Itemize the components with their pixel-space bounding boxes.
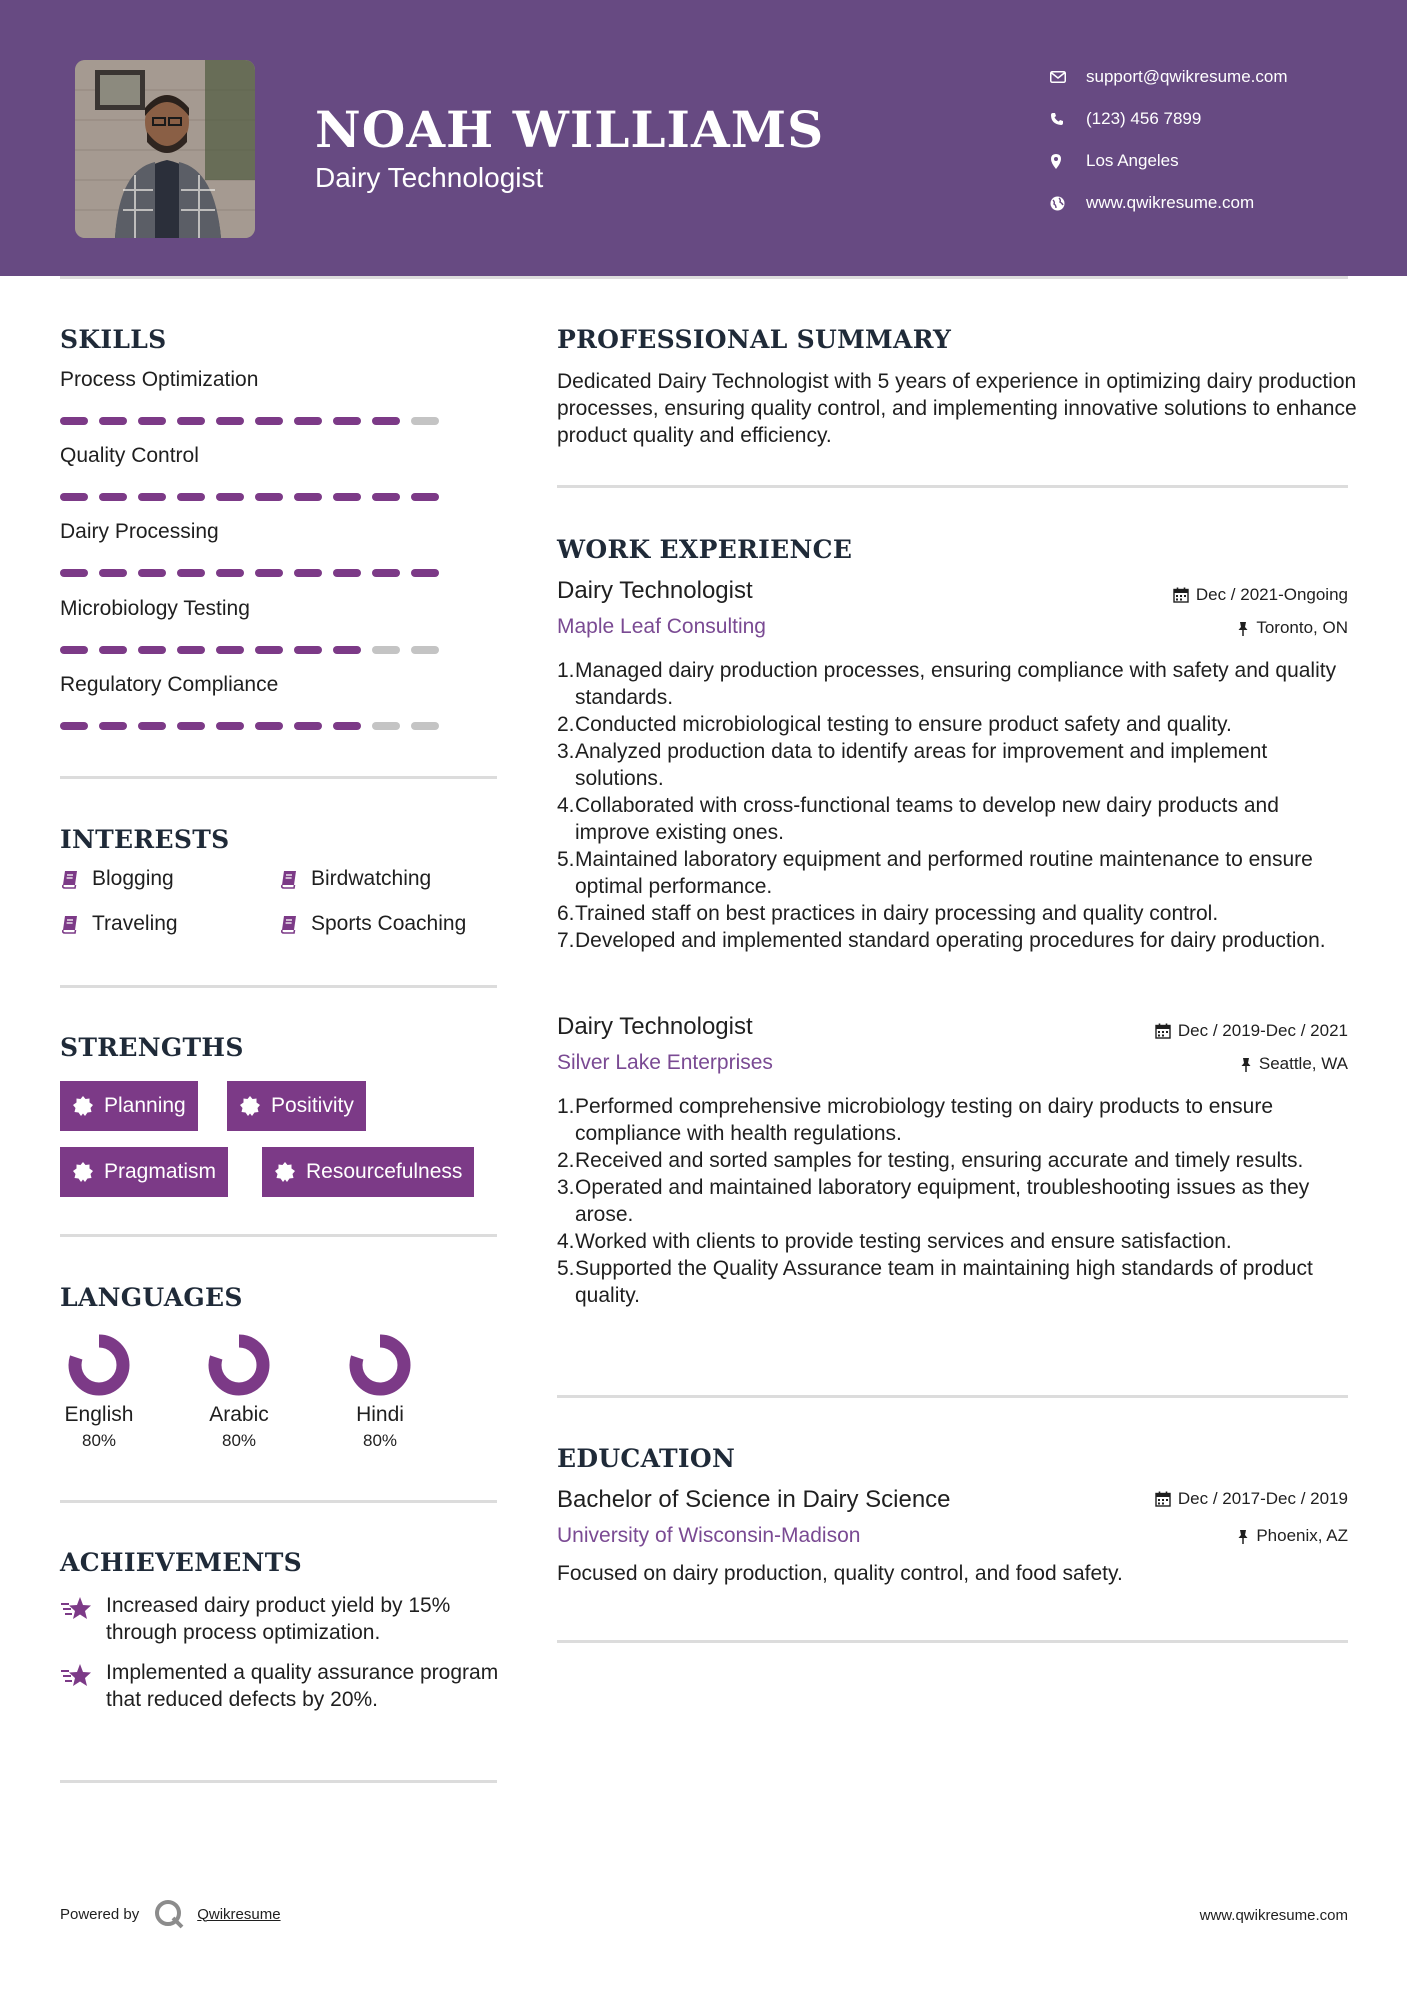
skill-level-bar [60,722,439,730]
job-dates-text: Dec / 2021-Ongoing [1195,585,1348,604]
skills-heading: SKILLS [60,325,167,354]
skills-divider [60,776,497,779]
skill-level-bar [60,417,439,425]
pushpin-icon [1240,1057,1252,1072]
duty-text: Developed and implemented standard operating procedures for dairy production. [575,929,1326,952]
interest-item [279,912,466,936]
pushpin-icon [1237,1529,1249,1544]
job-dates-text: Dec / 2019-Dec / 2021 [1177,1021,1348,1040]
star-icon [60,1596,92,1622]
skill-level-bar [60,493,439,501]
job-location-text: Toronto, ON [1256,618,1348,637]
skill-segment-filled [177,646,205,654]
skill-segment-filled [138,722,166,730]
skill-segment-filled [99,493,127,501]
skill-segment-filled [216,722,244,730]
duty-item [557,927,1357,954]
job-company: Silver Lake Enterprises [557,1051,773,1074]
achievement-text: Increased dairy product yield by 15% through process optimization. [106,1594,451,1644]
job-company: Maple Leaf Consulting [557,615,766,638]
book-icon [279,914,299,934]
envelope-icon [1050,71,1086,83]
strength-tag [60,1147,228,1197]
interest-label: Traveling [92,912,178,935]
education-location-text: Phoenix, AZ [1256,1526,1348,1545]
achievement-item [60,1659,500,1713]
education-school: University of Wisconsin-Madison [557,1524,861,1547]
skill-segment-filled [216,417,244,425]
language-progress-arc [356,1341,404,1389]
powered-by-label: Powered by [60,1905,140,1923]
job-location-text: Seattle, WA [1258,1054,1348,1073]
resume-header [0,0,1407,276]
badge-icon [274,1161,296,1183]
skill-segment-filled [294,646,322,654]
languages-heading: LANGUAGES [60,1283,243,1312]
skill-segment-filled [216,493,244,501]
job-location [1240,1054,1348,1074]
strength-tag [262,1147,474,1197]
footer-powered-by [60,1898,281,1930]
summary-text: Dedicated Dairy Technologist with 5 years of experience in optimizing dairy production processes, ensuring quality control, and implementing innovative solutions to enhance product quality and efficiency. [557,370,1357,447]
duty-text: Conducted microbiological testing to ensure product safety and quality. [575,713,1232,736]
language-item [340,1333,420,1451]
duty-item [557,846,1357,900]
language-progress-ring [67,1333,131,1397]
skill-segment-filled [255,417,283,425]
duty-item [557,1228,1357,1255]
calendar-icon [1173,587,1189,603]
language-percent: 80% [221,1431,257,1450]
summary-divider [557,485,1348,488]
education-location [1237,1526,1348,1546]
job-duties [557,1093,1357,1309]
duty-text: Worked with clients to provide testing services and ensure satisfaction. [575,1230,1232,1253]
pushpin-icon [1237,621,1249,636]
skill-segment-filled [255,722,283,730]
qwikresume-link[interactable]: Qwikresume [197,1905,281,1923]
duty-text: Managed dairy production processes, ensuring compliance with safety and quality standards. [575,659,1337,709]
achievements-heading: ACHIEVEMENTS [60,1548,302,1577]
footer-website[interactable]: www.qwikresume.com [1199,1907,1348,1924]
skill-segment-filled [138,569,166,577]
interest-label: Birdwatching [311,867,432,890]
contact-phone-text: (123) 456 7899 [1086,109,1202,128]
skill-segment-filled [60,417,88,425]
skill-segment-filled [333,493,361,501]
language-progress-ring [207,1333,271,1397]
badge-icon [239,1095,261,1117]
skill-segment-filled [60,493,88,501]
duty-number: 4. [557,794,575,817]
badge-icon [72,1161,94,1183]
skill-segment-filled [411,493,439,501]
skill-segment-filled [294,722,322,730]
skill-segment-empty [372,722,400,730]
duty-number: 5. [557,848,575,871]
interest-label: Blogging [92,867,174,890]
interest-item [279,867,431,891]
language-item [59,1333,139,1451]
duty-text: Supported the Quality Assurance team in maintaining high standards of product quality. [575,1257,1313,1307]
duty-item [557,900,1357,927]
achievement-text: Implemented a quality assurance program that reduced defects by 20%. [106,1661,499,1711]
job-title: Dairy Technologist [557,1013,753,1040]
skill-segment-filled [177,569,205,577]
skill-segment-empty [411,722,439,730]
language-progress-arc [75,1341,123,1389]
skill-segment-filled [138,493,166,501]
duty-item [557,738,1357,792]
education-degree: Bachelor of Science in Dairy Science [557,1486,951,1513]
education-description: Focused on dairy production, quality control, and food safety. [557,1562,1123,1585]
duty-item [557,1255,1357,1309]
duty-text: Performed comprehensive microbiology testing on dairy products to ensure compliance with health regulations. [575,1095,1274,1145]
language-name: Arabic [209,1403,269,1426]
skill-name: Process Optimization [60,368,259,391]
phone-icon [1050,112,1086,126]
duty-text: Trained staff on best practices in dairy processing and quality control. [575,902,1219,925]
summary-heading: PROFESSIONAL SUMMARY [557,325,952,354]
strength-tag [227,1081,366,1131]
skill-name: Microbiology Testing [60,597,250,620]
education-dates-text: Dec / 2017-Dec / 2019 [1177,1489,1348,1508]
duty-number: 3. [557,1176,575,1199]
skill-segment-filled [60,722,88,730]
skill-level-bar [60,569,439,577]
skill-segment-filled [294,417,322,425]
contact-list [1050,56,1380,224]
skill-segment-filled [333,646,361,654]
skill-level-bar [60,646,439,654]
experience-divider [557,1395,1348,1398]
skill-segment-filled [177,493,205,501]
duty-number: 2. [557,713,575,736]
strengths-heading: STRENGTHS [60,1033,244,1062]
skill-name: Quality Control [60,444,199,467]
interest-label: Sports Coaching [311,912,467,935]
duty-text: Analyzed production data to identify areas for improvement and implement solutions. [575,740,1268,790]
contact-website[interactable] [1050,182,1380,224]
skill-segment-filled [138,417,166,425]
duty-number: 5. [557,1257,575,1280]
achievement-item [60,1592,500,1646]
skill-segment-filled [255,646,283,654]
education-heading: EDUCATION [557,1444,736,1473]
skill-segment-filled [333,722,361,730]
map-pin-icon [1050,154,1086,169]
contact-email[interactable] [1050,56,1380,98]
strengths-divider [60,1234,497,1237]
duty-number: 2. [557,1149,575,1172]
strength-label: Pragmatism [104,1160,217,1183]
skill-segment-filled [372,569,400,577]
skill-segment-filled [177,417,205,425]
interest-item [60,867,174,891]
book-icon [60,914,80,934]
interests-heading: INTERESTS [60,825,230,854]
duty-item [557,1093,1357,1147]
languages-divider [60,1500,497,1503]
interests-divider [60,985,497,988]
skill-segment-filled [99,417,127,425]
interest-item [60,912,178,936]
star-icon [60,1663,92,1689]
job-duties [557,657,1357,954]
candidate-title: Dairy Technologist [315,162,544,193]
skill-segment-filled [255,493,283,501]
strength-label: Resourcefulness [306,1160,463,1183]
duty-item [557,657,1357,711]
skill-segment-filled [294,493,322,501]
skill-name: Regulatory Compliance [60,673,279,696]
duty-number: 3. [557,740,575,763]
duty-text: Received and sorted samples for testing, ensuring accurate and timely results. [575,1149,1304,1172]
qwikresume-logo-icon [153,1898,187,1930]
skill-segment-filled [216,646,244,654]
skill-segment-filled [216,569,244,577]
header-divider [60,276,1348,279]
duty-item [557,711,1357,738]
skill-segment-filled [333,417,361,425]
skill-segment-filled [333,569,361,577]
calendar-icon [1155,1491,1171,1507]
skill-segment-filled [372,417,400,425]
contact-location [1050,140,1380,182]
globe-icon [1050,196,1086,211]
book-icon [279,869,299,889]
skill-segment-filled [177,722,205,730]
job-location [1237,618,1348,638]
skill-segment-filled [255,569,283,577]
language-item [199,1333,279,1451]
calendar-icon [1155,1023,1171,1039]
language-progress-arc [215,1341,263,1389]
duty-number: 7. [557,929,575,952]
contact-website-text: www.qwikresume.com [1086,193,1255,212]
skill-segment-empty [372,646,400,654]
strength-label: Positivity [271,1094,354,1117]
strength-label: Planning [104,1094,186,1117]
experience-heading: WORK EXPERIENCE [557,535,853,564]
profile-photo-image [75,60,255,238]
candidate-name: NOAH WILLIAMS [315,100,825,159]
skill-segment-filled [372,493,400,501]
duty-number: 4. [557,1230,575,1253]
job-dates [1173,585,1348,605]
contact-location-text: Los Angeles [1086,151,1179,170]
education-dates [1155,1489,1348,1509]
language-percent: 80% [81,1431,117,1450]
duty-item [557,1174,1357,1228]
book-icon [60,869,80,889]
language-name: English [64,1403,134,1426]
language-progress-ring [348,1333,412,1397]
duty-number: 1. [557,1095,575,1118]
language-name: Hindi [356,1403,404,1426]
badge-icon [72,1095,94,1117]
duty-text: Collaborated with cross-functional teams to develop new dairy products and improve existing ones. [575,794,1279,844]
skill-segment-empty [411,646,439,654]
profile-photo [75,60,255,238]
contact-email-text: support@qwikresume.com [1086,67,1288,86]
job-title: Dairy Technologist [557,577,753,604]
duty-number: 6. [557,902,575,925]
duty-item [557,1147,1357,1174]
skill-segment-filled [99,722,127,730]
education-divider [557,1640,1348,1643]
skill-segment-filled [99,646,127,654]
job-dates [1155,1021,1348,1041]
strength-tag [60,1081,198,1131]
achievements-divider [60,1780,497,1783]
skill-segment-filled [294,569,322,577]
language-percent: 80% [362,1431,398,1450]
skill-segment-empty [411,417,439,425]
skill-segment-filled [60,569,88,577]
skill-segment-filled [138,646,166,654]
duty-text: Maintained laboratory equipment and performed routine maintenance to ensure optimal performance. [575,848,1313,898]
skill-name: Dairy Processing [60,520,219,543]
skill-segment-filled [411,569,439,577]
duty-item [557,792,1357,846]
duty-number: 1. [557,659,575,682]
skill-segment-filled [60,646,88,654]
skill-segment-filled [99,569,127,577]
contact-phone[interactable] [1050,98,1380,140]
duty-text: Operated and maintained laboratory equipment, troubleshooting issues as they arose. [575,1176,1310,1226]
